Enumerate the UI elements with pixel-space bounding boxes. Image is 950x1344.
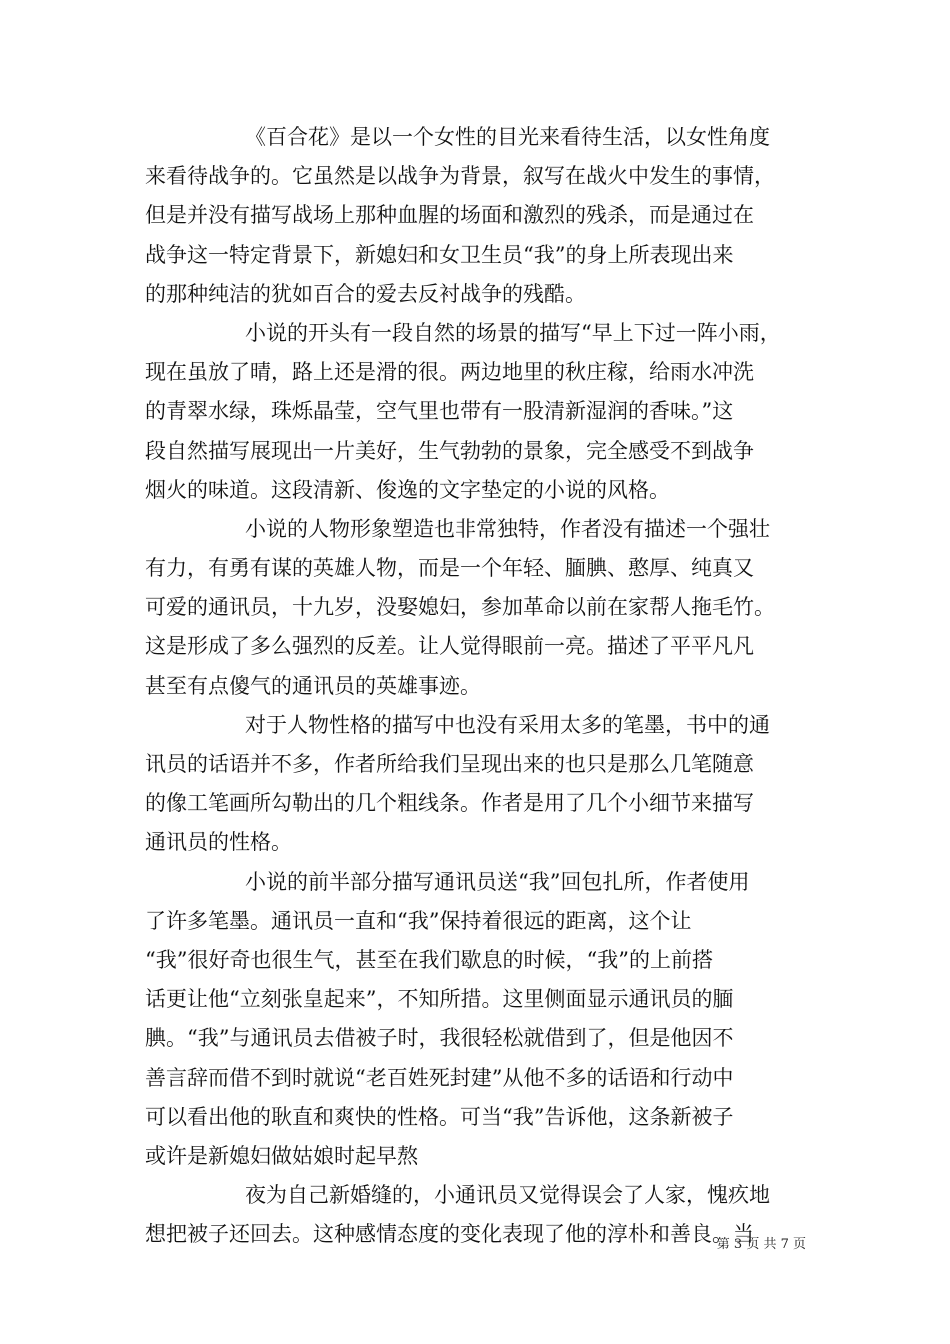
text-line: 来看待战争的。它虽然是以战争为背景，叙写在战火中发生的事情， xyxy=(145,164,775,189)
text-line: 腆。“我”与通讯员去借被子时，我很轻松就借到了，但是他因不 xyxy=(145,1026,734,1051)
text-line: 但是并没有描写战场上那种血腥的场面和激烈的残杀，而是通过在 xyxy=(145,203,754,228)
text-line: 话更让他“立刻张皇起来”，不知所措。这里侧面显示通讯员的腼 xyxy=(145,987,734,1012)
document-body xyxy=(145,118,815,1254)
text-line: 的青翠水绿，珠烁晶莹，空气里也带有一股清新湿润的香味。”这 xyxy=(145,399,734,424)
text-line: 讯员的话语并不多，作者所给我们呈现出来的也只是那么几笔随意 xyxy=(145,752,754,776)
text-line: 小说的开头有一段自然的场景的描写“早上下过一阵小雨， xyxy=(245,320,781,345)
text-line: 小说的前半部分描写通讯员送“我”回包扎所，作者使用 xyxy=(245,869,750,894)
text-line: 通讯员的性格。 xyxy=(145,830,292,855)
text-line: 甚至有点傻气的通讯员的英雄事迹。 xyxy=(145,673,481,698)
paragraph xyxy=(145,706,815,863)
text-line: 战争这一特定背景下，新媳妇和女卫生员“我”的身上所表现出来 xyxy=(145,242,734,267)
text-line: 有力，有勇有谋的英雄人物，而是一个年轻、腼腆、憨厚、纯真又 xyxy=(145,556,754,581)
text-line: 现在虽放了晴，路上还是滑的很。两边地里的秋庄稼，给雨水冲洗 xyxy=(145,360,754,385)
text-line: 的像工笔画所勾勒出的几个粗线条。作者是用了几个小细节来描写 xyxy=(145,791,754,816)
paragraph xyxy=(145,118,815,314)
text-line: 段自然描写展现出一片美好，生气勃勃的景象，完全感受不到战争 xyxy=(145,438,754,463)
text-line: 小说的人物形象塑造也非常独特，作者没有描述一个强壮 xyxy=(245,516,770,541)
paragraph xyxy=(145,863,815,1177)
text-line: 《百合花》是以一个女性的目光来看待生活，以女性角度 xyxy=(245,125,770,149)
text-line: 想把被子还回去。这种感情态度的变化表现了他的淳朴和善良。当 xyxy=(145,1222,754,1247)
text-line: 的那种纯洁的犹如百合的爱去反衬战争的残酷。 xyxy=(145,281,586,306)
text-line: 善言辞而借不到时就说“老百姓死封建”从他不多的话语和行动中 xyxy=(145,1065,734,1090)
text-line: 了许多笔墨。通讯员一直和“我”保持着很远的距离，这个让 xyxy=(145,908,692,933)
text-line: 可以看出他的耿直和爽快的性格。可当“我”告诉他，这条新被子 xyxy=(145,1104,734,1129)
paragraph xyxy=(145,314,815,510)
text-line: 夜为自己新婚缝的，小通讯员又觉得误会了人家，愧疚地 xyxy=(245,1183,770,1208)
text-line: 或许是新媳妇做姑娘时起早熬 xyxy=(145,1143,418,1168)
text-line: 对于人物性格的描写中也没有采用太多的笔墨，书中的通 xyxy=(245,712,770,737)
text-line: 这是形成了多么强烈的反差。让人觉得眼前一亮。描述了平平凡凡 xyxy=(145,634,754,659)
paragraph xyxy=(145,510,815,706)
text-line: 烟火的味道。这段清新、俊逸的文字垫定的小说的风格。 xyxy=(145,477,670,502)
page-number: 第 3 页 共 7 页 xyxy=(716,1237,806,1252)
text-line: “我”很好奇也很生气，甚至在我们歇息的时候，“我”的上前搭 xyxy=(145,947,713,972)
text-line: 可爱的通讯员，十九岁，没娶媳妇，参加革命以前在家帮人拖毛竹。 xyxy=(145,595,775,620)
